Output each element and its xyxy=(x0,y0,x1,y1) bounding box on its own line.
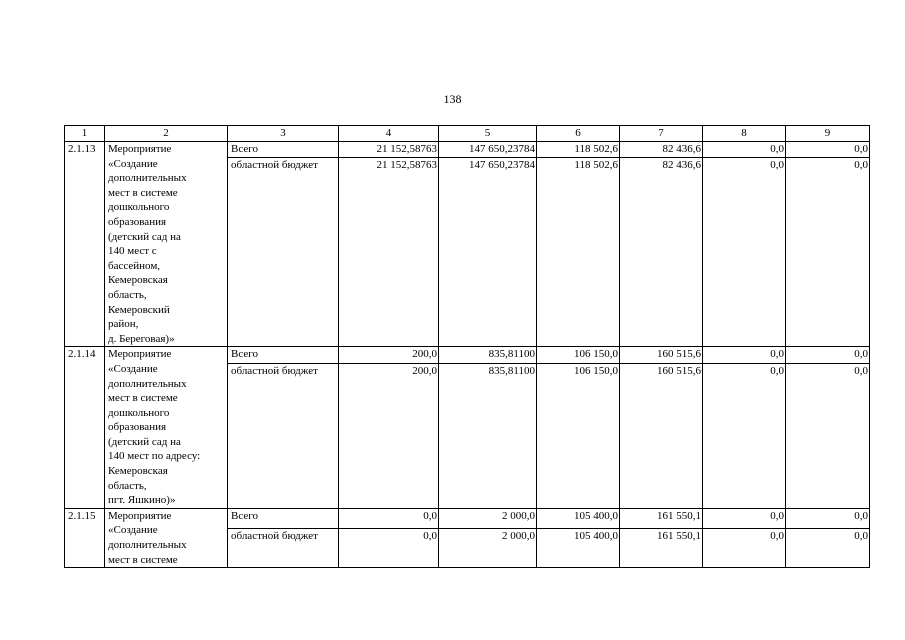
column-header: 7 xyxy=(620,126,703,142)
value-cell: 0,0 xyxy=(786,158,870,347)
value-cell: 106 150,0 xyxy=(537,347,620,364)
value-cell: 0,0 xyxy=(786,142,870,158)
value-cell: 118 502,6 xyxy=(537,142,620,158)
value-cell: 161 550,1 xyxy=(620,508,703,528)
budget-table xyxy=(64,125,870,568)
table-row xyxy=(65,508,870,528)
column-header: 8 xyxy=(703,126,786,142)
value-cell: 0,0 xyxy=(703,347,786,364)
header-row xyxy=(65,126,870,142)
measure-description: Мероприятие «Создание дополнительных мест в системе дошкольного образования (детский сад на 140 мест по адресу: Кемеровская область, пгт. Яшкино)» xyxy=(105,347,228,509)
value-cell: 2 000,0 xyxy=(439,529,537,568)
value-cell: 0,0 xyxy=(786,529,870,568)
column-header: 3 xyxy=(228,126,339,142)
measure-code: 2.1.13 xyxy=(65,142,105,347)
value-cell: 160 515,6 xyxy=(620,347,703,364)
value-cell: 0,0 xyxy=(786,363,870,508)
value-cell: 147 650,23784 xyxy=(439,158,537,347)
value-cell: 835,81100 xyxy=(439,347,537,364)
funding-source: областной бюджет xyxy=(228,363,339,508)
table-row xyxy=(65,347,870,364)
value-cell: 147 650,23784 xyxy=(439,142,537,158)
value-cell: 0,0 xyxy=(786,508,870,528)
value-cell: 21 152,58763 xyxy=(339,142,439,158)
column-header: 4 xyxy=(339,126,439,142)
value-cell: 0,0 xyxy=(703,142,786,158)
funding-source: Всего xyxy=(228,142,339,158)
funding-source: областной бюджет xyxy=(228,529,339,568)
column-header: 1 xyxy=(65,126,105,142)
column-header: 9 xyxy=(786,126,870,142)
funding-source: Всего xyxy=(228,347,339,364)
value-cell: 105 400,0 xyxy=(537,529,620,568)
measure-description: Мероприятие «Создание дополнительных мест в системе дошкольного образования (детский сад на 140 мест с бассейном, Кемеровская область, Кемеровский район, д. Береговая)» xyxy=(105,142,228,347)
page-number: 138 xyxy=(443,92,462,106)
value-cell: 160 515,6 xyxy=(620,363,703,508)
value-cell: 161 550,1 xyxy=(620,529,703,568)
measure-code: 2.1.14 xyxy=(65,347,105,509)
table-row xyxy=(65,142,870,158)
value-cell: 0,0 xyxy=(703,363,786,508)
value-cell: 0,0 xyxy=(703,158,786,347)
value-cell: 118 502,6 xyxy=(537,158,620,347)
measure-description: Мероприятие «Создание дополнительных мест в системе xyxy=(105,508,228,567)
value-cell: 0,0 xyxy=(703,529,786,568)
value-cell: 0,0 xyxy=(339,529,439,568)
value-cell: 106 150,0 xyxy=(537,363,620,508)
value-cell: 0,0 xyxy=(786,347,870,364)
value-cell: 82 436,6 xyxy=(620,158,703,347)
value-cell: 0,0 xyxy=(339,508,439,528)
value-cell: 200,0 xyxy=(339,347,439,364)
column-header: 5 xyxy=(439,126,537,142)
value-cell: 0,0 xyxy=(703,508,786,528)
column-header: 2 xyxy=(105,126,228,142)
measure-code: 2.1.15 xyxy=(65,508,105,567)
value-cell: 105 400,0 xyxy=(537,508,620,528)
value-cell: 21 152,58763 xyxy=(339,158,439,347)
value-cell: 200,0 xyxy=(339,363,439,508)
column-header: 6 xyxy=(537,126,620,142)
funding-source: Всего xyxy=(228,508,339,528)
value-cell: 82 436,6 xyxy=(620,142,703,158)
value-cell: 2 000,0 xyxy=(439,508,537,528)
funding-source: областной бюджет xyxy=(228,158,339,347)
value-cell: 835,81100 xyxy=(439,363,537,508)
